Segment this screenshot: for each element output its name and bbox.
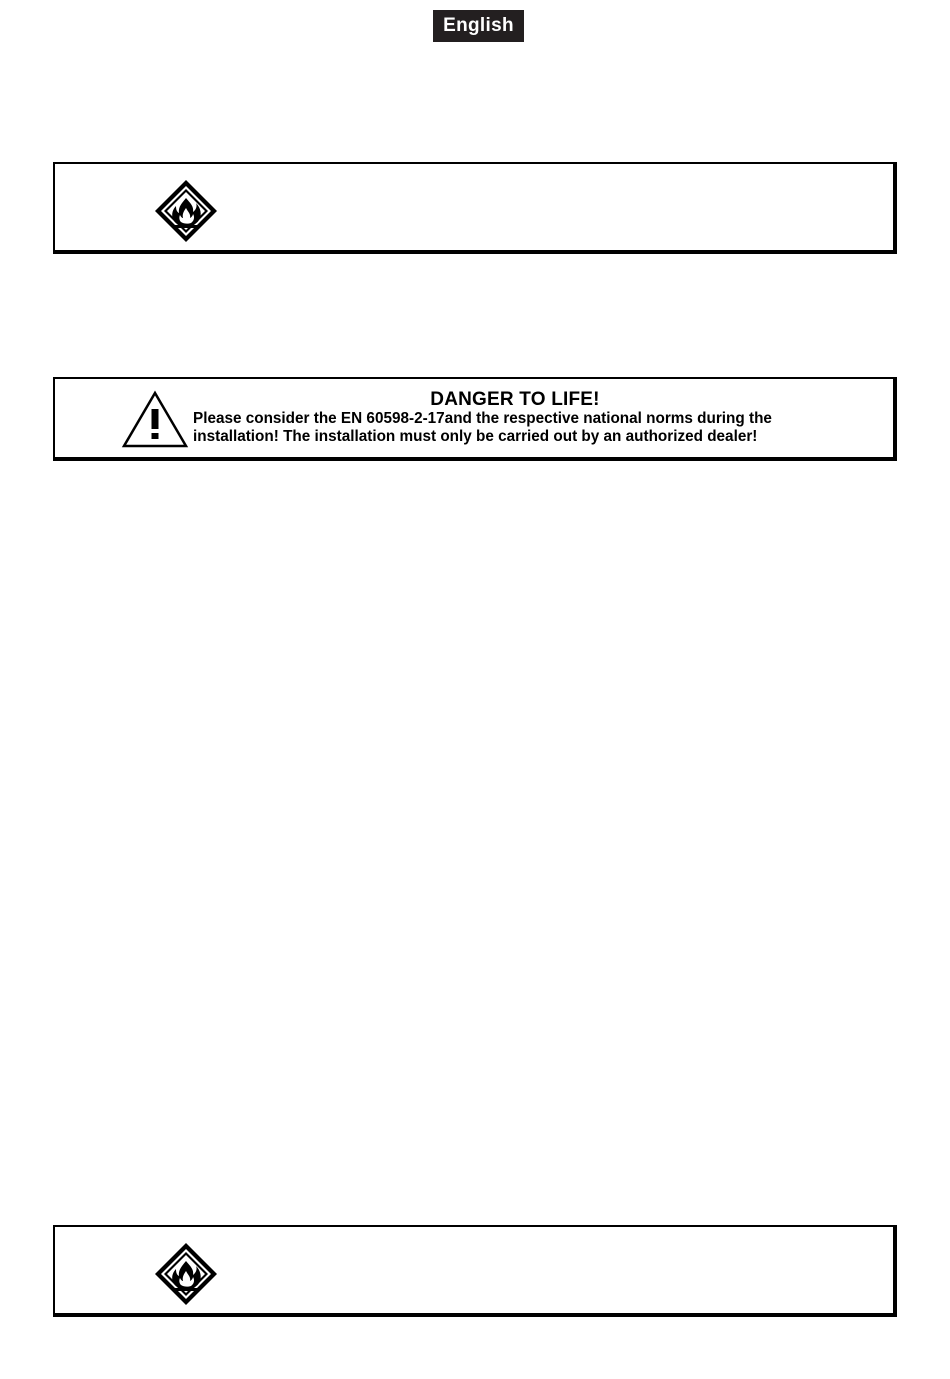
danger-warning-box — [53, 377, 897, 461]
warning-triangle-icon — [121, 389, 189, 449]
danger-title: DANGER TO LIFE! — [430, 389, 600, 410]
danger-message-line-1: Please consider the EN 60598-2-17and the respective national norms during the — [193, 410, 772, 427]
flammable-material-icon — [153, 178, 219, 244]
danger-message-line-2: installation! The installation must only be carried out by an authorized dealer! — [193, 428, 758, 445]
flammable-material-icon — [153, 1241, 219, 1307]
fire-warning-box-bottom — [53, 1225, 897, 1317]
language-badge: English — [433, 10, 524, 42]
fire-warning-box-top — [53, 162, 897, 254]
danger-message — [193, 410, 883, 446]
